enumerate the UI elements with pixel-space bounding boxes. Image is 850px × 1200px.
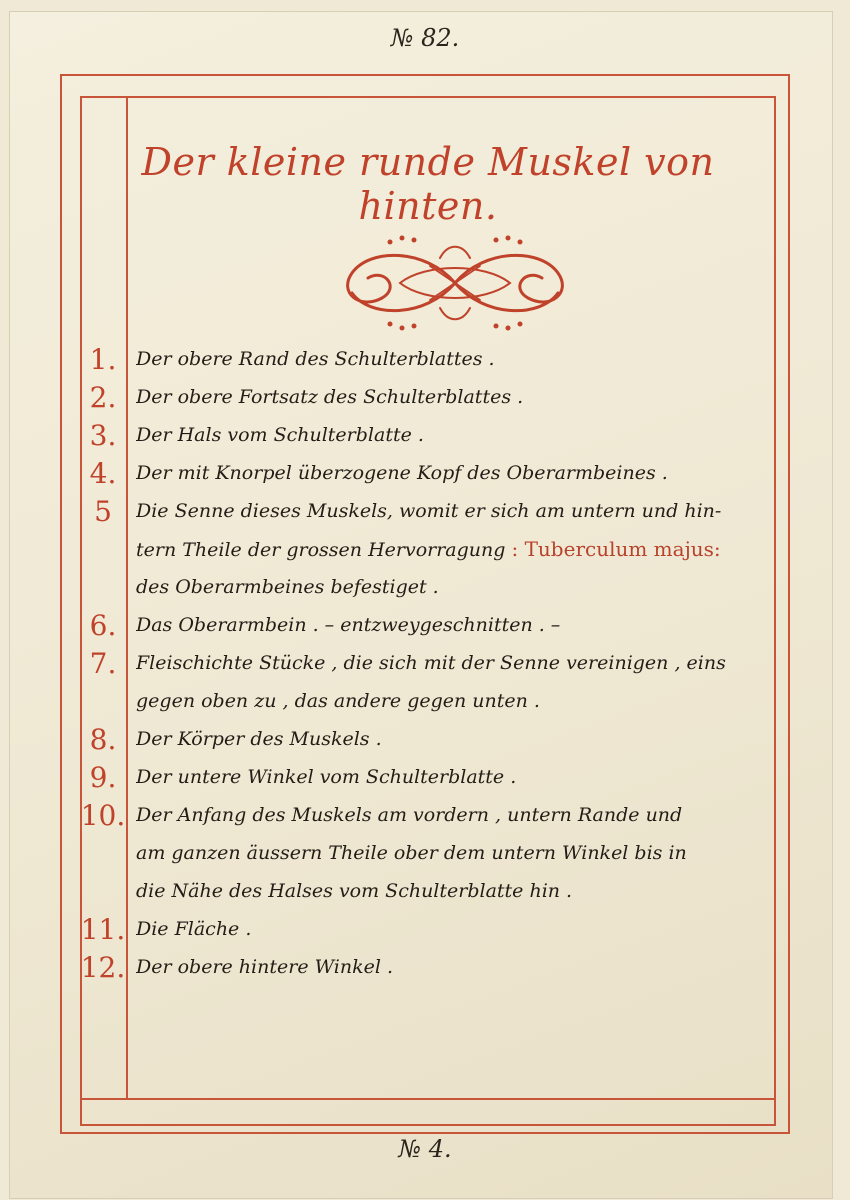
list-item: [80, 758, 776, 796]
item-text: die Nähe des Halses vom Schulterblatte hin .: [136, 880, 573, 902]
item-text: Der untere Winkel vom Schulterblatte .: [136, 766, 517, 788]
list-item: [80, 720, 776, 758]
list-item: [80, 340, 776, 378]
item-text: Das Oberarmbein . – entzweygeschnitten . –: [136, 614, 561, 636]
item-number: 11.: [80, 913, 126, 946]
item-number: 7.: [89, 647, 117, 680]
item-text: Die Senne dieses Muskels, womit er sich am untern und hin-: [136, 500, 722, 522]
item-number: 6.: [89, 609, 117, 642]
item-text: gegen oben zu , das andere gegen unten .: [136, 690, 540, 712]
item-text-with-latin: [136, 530, 770, 568]
item-text: am ganzen äussern Theile ober dem untern Winkel bis in: [136, 842, 687, 864]
legend-list: [80, 340, 776, 986]
item-number: 8.: [89, 723, 117, 756]
item-text: Der obere Rand des Schulterblattes .: [136, 348, 495, 370]
item-number: 9.: [89, 761, 117, 794]
item-number: 10.: [80, 799, 126, 832]
item-number: 3.: [89, 419, 117, 452]
list-item: [80, 492, 776, 606]
bottom-rule: [80, 1098, 776, 1100]
list-item: [80, 378, 776, 416]
item-text: Der Hals vom Schulterblatte .: [136, 424, 424, 446]
item-text: des Oberarmbeines befestiget .: [136, 576, 439, 598]
item-text: Die Fläche .: [136, 918, 252, 940]
list-item: [80, 910, 776, 948]
list-item: [80, 948, 776, 986]
item-number: 4.: [89, 457, 117, 490]
list-item: [80, 796, 776, 910]
list-item: [80, 416, 776, 454]
item-number: 2.: [89, 381, 117, 414]
item-text: Der obere hintere Winkel .: [136, 956, 394, 978]
item-number: 12.: [80, 951, 126, 984]
list-item: [80, 606, 776, 644]
latin-term: : Tuberculum majus:: [511, 537, 721, 561]
page-title: Der kleine runde Muskel von hinten.: [141, 140, 715, 228]
item-text: Fleischichte Stücke , die sich mit der Senne vereinigen , eins: [136, 652, 726, 674]
item-text: Der mit Knorpel überzogene Kopf des Oberarmbeines .: [136, 462, 668, 484]
item-text: Der Anfang des Muskels am vordern , untern Rande und: [136, 804, 683, 826]
item-text: Der Körper des Muskels .: [136, 728, 382, 750]
page-number-bottom: № 4.: [398, 1135, 452, 1163]
flourish-ornament: [330, 228, 580, 338]
item-text: tern Theile der grossen Hervorragung: [136, 539, 506, 561]
list-item: [80, 454, 776, 492]
page-number-top: № 82.: [390, 24, 460, 52]
item-text: Der obere Fortsatz des Schulterblattes .: [136, 386, 524, 408]
item-number: 5: [94, 495, 112, 528]
list-item: [80, 644, 776, 720]
item-number: 1.: [89, 343, 117, 376]
